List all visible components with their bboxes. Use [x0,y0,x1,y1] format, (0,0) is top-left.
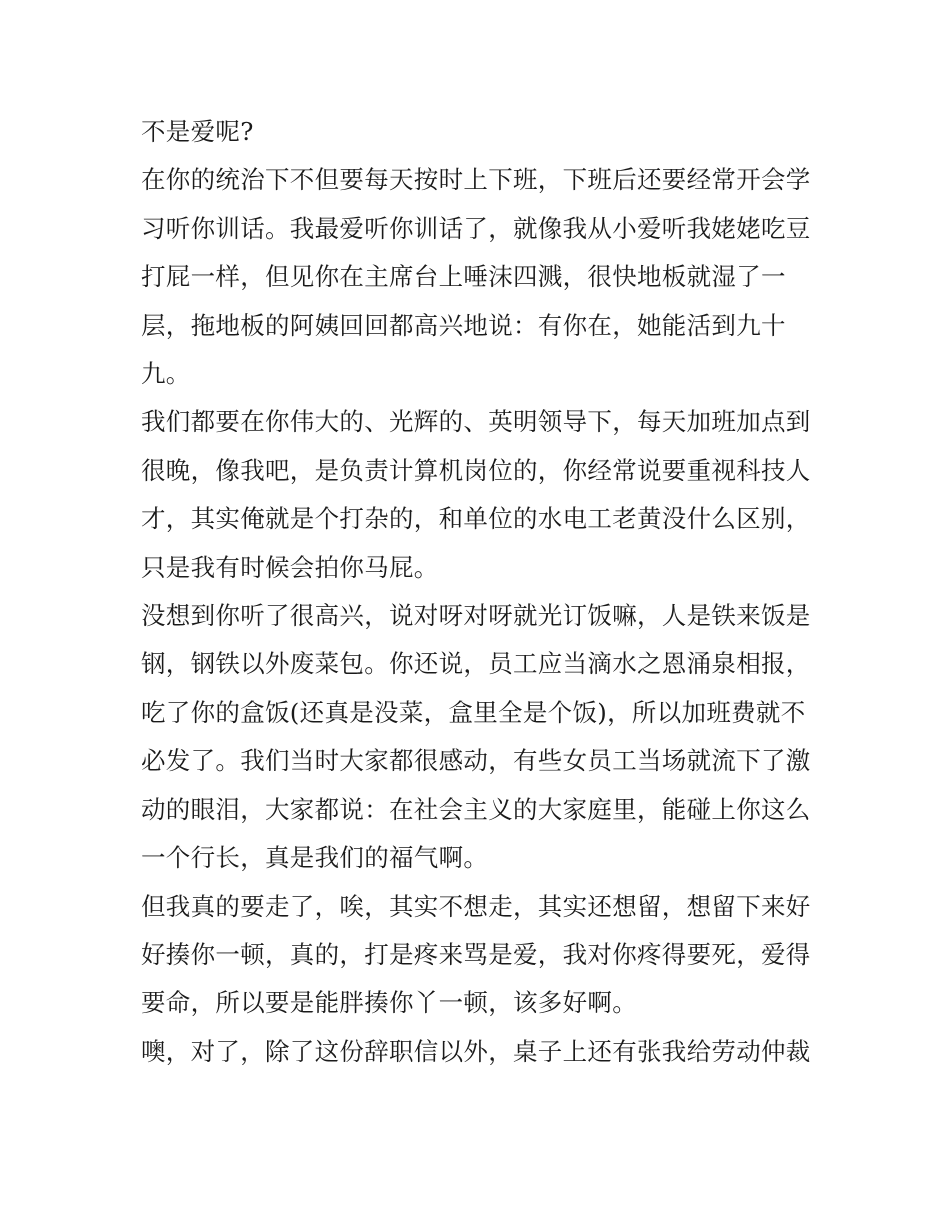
paragraph-2: 在你的统治下不但要每天按时上下班，下班后还要经常开会学习听你训话。我最爱听你训话了，就像我从小爱听我姥姥吃豆打屁一样，但见你在主席台上唾沫四溅，很快地板就湿了一层，拖地板的阿姨回回都高兴地说：有你在，她能活到九十九。 [141,165,811,389]
paragraph-1: 不是爱呢? [141,117,254,146]
document-body [141,108,821,1076]
paragraph-3: 我们都要在你伟大的、光辉的、英明领导下，每天加班加点到很晚，像我吧，是负责计算机岗位的，你经常说要重视科技人才，其实俺就是个打杂的，和单位的水电工老黄没什么区别，只是我有时候会拍你马屁。 [141,407,811,582]
paragraph-4: 没想到你听了很高兴，说对呀对呀就光订饭嘛，人是铁来饭是钢，钢铁以外废菜包。你还说，员工应当滴水之恩涌泉相报，吃了你的盒饭(还真是没菜，盒里全是个饭)，所以加班费就不必发了。我们当时大家都很感动，有些女员工当场就流下了激动的眼泪，大家都说：在社会主义的大家庭里，能碰上你这么一个行长，真是我们的福气啊。 [141,601,811,873]
paragraph-6: 噢，对了，除了这份辞职信以外，桌子上还有张我给劳动仲裁 [141,1036,811,1066]
paragraph-5: 但我真的要走了，唉，其实不想走，其实还想留，想留下来好好揍你一顿，真的，打是疼来骂是爱，我对你疼得要死，爱得要命，所以要是能胖揍你丫一顿，该多好啊。 [141,891,811,1018]
